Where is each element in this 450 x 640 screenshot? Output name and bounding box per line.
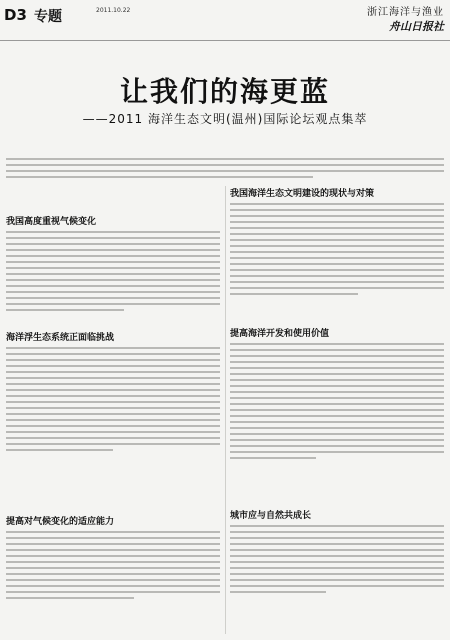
article <box>6 330 220 455</box>
column-divider <box>225 186 226 634</box>
article-title: 我国高度重视气候变化 <box>6 217 97 227</box>
article-title: 海洋浮生态系统正面临挑战 <box>6 333 115 343</box>
article <box>6 514 220 603</box>
article <box>230 186 444 299</box>
page-number: D3 <box>4 6 27 24</box>
intro-paragraph <box>6 154 444 182</box>
page-header <box>0 0 450 41</box>
article-title: 提高海洋开发和使用价值 <box>230 329 330 339</box>
section-name: 专题 <box>34 9 62 25</box>
issue-date: 2011.10.22 <box>96 7 131 14</box>
subheadline: ——2011 海洋生态文明(温州)国际论坛观点集萃 <box>82 112 368 126</box>
article-title: 我国海洋生态文明建设的现状与对策 <box>230 189 375 199</box>
headline: 让我们的海更蓝 <box>119 75 330 108</box>
paper-name: 浙江海洋与渔业 <box>367 7 444 18</box>
article <box>230 508 444 597</box>
article-title: 提高对气候变化的适应能力 <box>6 517 115 527</box>
article-title: 城市应与自然共成长 <box>230 511 312 521</box>
article <box>6 214 220 315</box>
masthead-logo: 舟山日报社 <box>389 20 444 33</box>
article <box>230 326 444 463</box>
